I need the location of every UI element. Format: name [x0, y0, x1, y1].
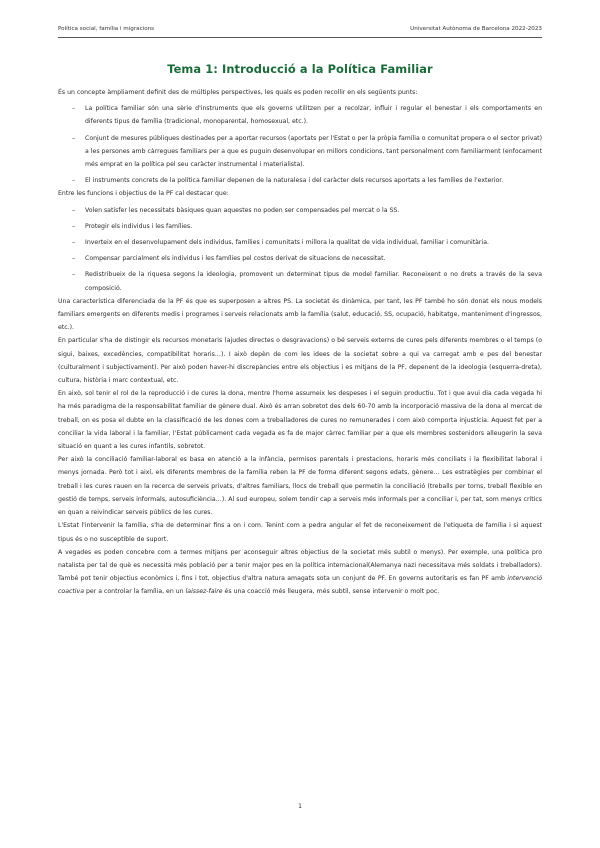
page-title: Tema 1: Introducció a la Política Familiar — [167, 62, 433, 76]
document-body — [58, 86, 542, 599]
list-item: – Protegir els individus i les famílies. — [58, 220, 542, 233]
list-item: – La política familiar són una sèrie d'instruments que els governs utilitzen per a recolzar, influir i regular el benestar i els comportaments en diferents tipus de família (tradicional, monoparental, homosexual, etc.). — [58, 102, 542, 128]
paragraph: L'Estat l'intervenir la família, s'ha de determinar fins a on i com. Tenint com a pedra angular el fet de reconeixement de l'etiqueta de família i si aquest tipus és o no susceptible de suport. — [58, 522, 542, 543]
header-course: Política social, família i migracions — [58, 26, 155, 32]
header-divider — [58, 37, 542, 38]
list-item: – Redistribueix de la riquesa segons la ideologia, promovent un determinat tipus de model familiar. Reconeixent o no drets a través de la seva composició. — [58, 268, 542, 294]
page-header — [58, 26, 542, 32]
definitions-list — [58, 102, 542, 187]
list-item: – Compensar parcialment els individus i les famílies pel costos derivat de situacions de necessitat. — [58, 252, 542, 265]
paragraph-last: A vegades es poden concebre com a termes mitjans per aconseguir altres objectius de la societat més subtil o menys). Per exemple, una política pro natalista per tal de què es necessita més població per a tenir major pes en la política internacional(Alemanya nazi necessitava més soldats i treballadors). També pot tenir objectius econòmics i, fins i tot, objectius d'altra natura amagats sota un conjunt de PF. En governs autoritaris es fan PF amb intervenció coactiva per a controlar la família, en un laissez-faire és una coacció més lleugera, més subtil, sense intervenir o molt poc. — [58, 548, 542, 596]
emphasis: intervenció coactiva — [58, 575, 542, 596]
list-item: – Volen satisfer les necessitats bàsiques quan aquestes no poden ser compensades pel mercat o la SS. — [58, 204, 542, 217]
functions-intro: Entre les funcions i objectius de la PF cal destacar que: — [58, 190, 229, 198]
header-university: Universitat Autònoma de Barcelona 2022-2023 — [410, 26, 542, 32]
emphasis: laissez-faire — [185, 588, 223, 596]
paragraph: Una característica diferenciada de la PF és que es superposen a altres PS. La societat és dinàmica, per tant, les PF també ho són donat els nous models familiars emergents en diferents medis i programes i serveis relacionats amb la família (salut, educació, SS, ocupació, habitatge, manteniment d'ingressos, etc.). — [58, 297, 542, 332]
paragraph: En particular s'ha de distingir els recursos monetaris (ajudes directes o desgravacions) o bé serveis externs de cures pels diferents membres o el temps (o sigui, baixes, excedències, compatibilitat horaris…). I això depèn de com les idees de la societat sobre a qui va carregat amb e pes del benestar (culturalment i subjectivament). Per això poden haver-hi discrepàncies entre els objectius i es mitjans de la PF, depenent de la ideologia (esquerra-dreta), cultura, història i marc contextual, etc. — [58, 337, 542, 385]
functions-list — [58, 204, 542, 295]
intro-paragraph: És un concepte àmpliament definit des de múltiples perspectives, les quals es poden recollir en els següents punts: — [58, 89, 418, 96]
page-number: 1 — [297, 802, 303, 810]
list-item: – Inverteix en el desenvolupament dels individus, famílies i comunitats i millora la qualitat de vida individual, familiar i comunitària. — [58, 236, 542, 249]
paragraph: Per això la conciliació familiar-laboral es basa en atenció a la infància, permisos parentals i prestacions, horaris més conciliats i la flexibilitat laboral i menys jornada. Però tot i així, els diferents membres de la família reben la PF de forma diferent segons edats, gènere… Les estratègies per combinar el treball i les cures rauen en la recerca de serveis privats, d'altres familiars, llocs de treball que permetin la conciliació (treballs per torns, treball flexible en gestió de temps, serveis informals, autosuficiència…). Al sud europeu, solem tendir cap a serveis més informals per a conciliar i, per tat, som menys crítics en quan a reivindicar serveis públics de les cures. — [58, 456, 542, 517]
list-item: – El instruments concrets de la política familiar depenen de la naturalesa i del caràcter dels recursos aportats a les famílies de l'exterior. — [58, 174, 542, 187]
paragraph: En això, sol tenir el rol de la reproducció i de cures la dona, mentre l'home assumeix les despeses i el seguin productiu. Tot i que avui dia cada vegada hi ha més paradigma de la responsabilitat familiar de gènere dual. Això és arran sobretot des dels 60-70 amb la incorporació massiva de la dona al mercat de treball, on es posa el dubte en la classificació de les dones com a treballadores de cures no remunerades i com això comporta injustícia. Aquest fet per a conciliar la vida laboral i la familiar, l'Estat públicament cada vegada es fa de major càrrec familiar per a que els membres sostenidors alleugerin la seva situació en quant a les cures infantils, sobretot. — [58, 390, 542, 451]
list-item: – Conjunt de mesures públiques destinades per a aportar recursos (aportats per l'Estat o per la pròpia família o comunitat propera o el sector privat) a les persones amb càrregues familiars per a que es puguin desenvolupar en millors condicions, tant personalment com familiarment (enfocament més emprat en la política pel seu caràcter instrumental i materialista). — [58, 132, 542, 172]
